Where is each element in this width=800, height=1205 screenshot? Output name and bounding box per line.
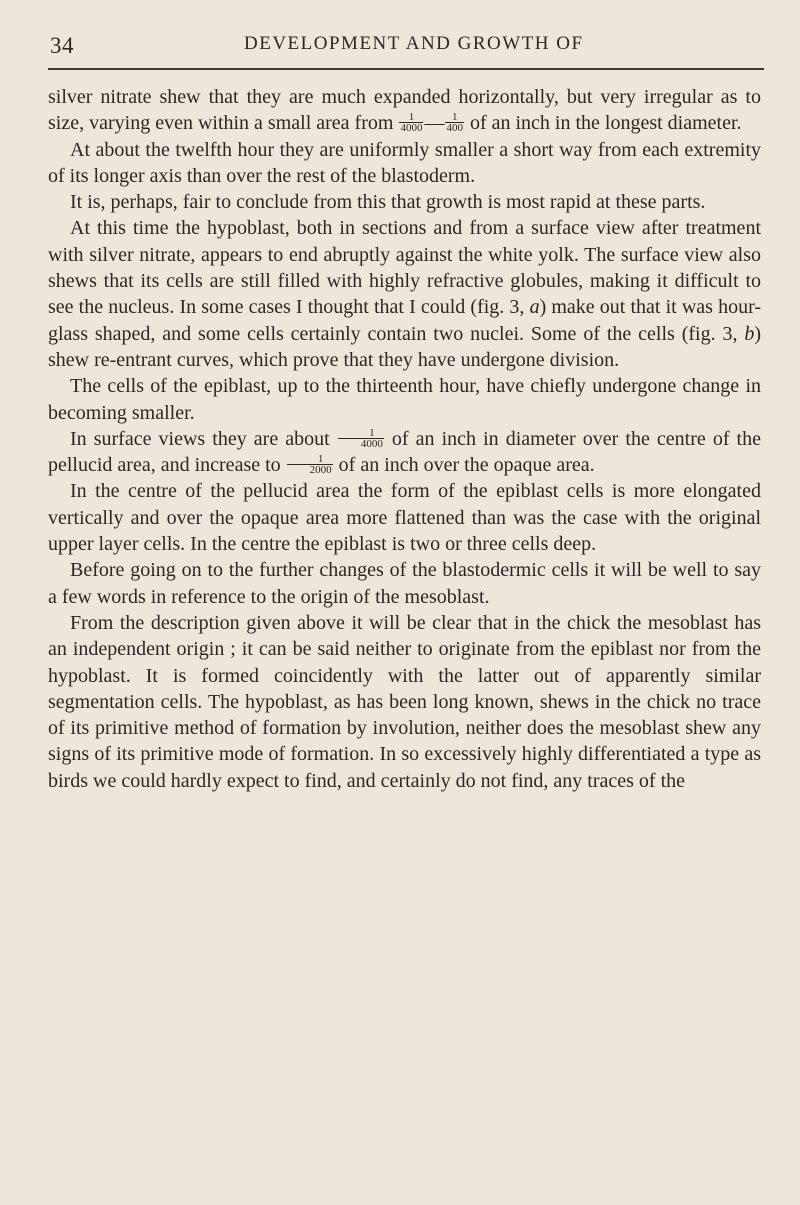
figure-label-a: a bbox=[529, 296, 540, 319]
paragraph: silver nitrate shew that they are much expanded horizontally, but very irregular as to size, varying even within a small area from $\frac{1}{4000}$ — $\frac{1}{400}$ of an inch in the longest diameter. bbox=[48, 86, 761, 135]
fraction-1-400: $\frac{1}{400}$ bbox=[446, 111, 463, 135]
fraction-1-4000: $\frac{1}{4000}$ bbox=[400, 111, 423, 135]
paragraph: At about the twelfth hour they are uniformly smaller a short way from each extremity of its longer axis than over the rest of the blastoderm. bbox=[48, 138, 761, 187]
header-rule bbox=[48, 68, 764, 70]
paragraph: In surface views they are about $\frac{1}{4000}$ of an inch in diameter over the centre of the pellucid area, and increase to $\frac{1}{2000}$ of an inch over the opaque area. bbox=[48, 427, 761, 477]
figure-label-b: b bbox=[744, 322, 755, 345]
paragraph: Before going on to the further changes of the blastodermic cells it will be well to say a few words in reference to the origin of the mesoblast. bbox=[48, 559, 761, 608]
body-text bbox=[48, 84, 761, 794]
running-title: DEVELOPMENT AND GROWTH OF bbox=[244, 33, 584, 54]
paragraph: It is, perhaps, fair to conclude from this that growth is most rapid at these parts. bbox=[70, 191, 706, 214]
running-head bbox=[0, 33, 800, 63]
fraction-1-2000: $\frac{1}{2000}$ bbox=[287, 454, 333, 475]
paragraph: The cells of the epiblast, up to the thirteenth hour, have chiefly undergone change in becoming smaller. bbox=[48, 375, 761, 424]
paragraph: At this time the hypoblast, both in sections and from a surface view after treatment with silver nitrate, appears to end abruptly against the white yolk. The surface view also shews that its cells are still filled with highly refractive globules, making it difficult to see the nucleus. In some cases I thought that I could (fig. 3, a) make out that it was hour-glass shaped, and some cells certainly contain two nuclei. Some of the cells (fig. 3, b) shew re-entrant curves, which prove that they have undergone division. bbox=[48, 217, 761, 371]
page-number: 34 bbox=[50, 33, 74, 58]
paragraph: In the centre of the pellucid area the form of the epiblast cells is more elongated vertically and over the opaque area more flattened than was the case with the original upper layer cells. In the centre the epiblast is two or three cells deep. bbox=[48, 480, 761, 556]
paragraph: From the description given above it will be clear that in the chick the mesoblast has an independent origin ; it can be said neither to originate from the epiblast nor from the hypoblast. It is formed coincidently with the latter out of apparently similar segmentation cells. The hypoblast, as has been long known, shews in the chick no trace of its primitive method of formation by involution, neither does the mesoblast shew any signs of its primitive mode of formation. In so excessively highly differentiated a type as birds we could hardly expect to find, and certainly do not find, any traces of the bbox=[48, 611, 761, 792]
fraction-1-4000: $\frac{1}{4000}$ bbox=[338, 428, 384, 449]
